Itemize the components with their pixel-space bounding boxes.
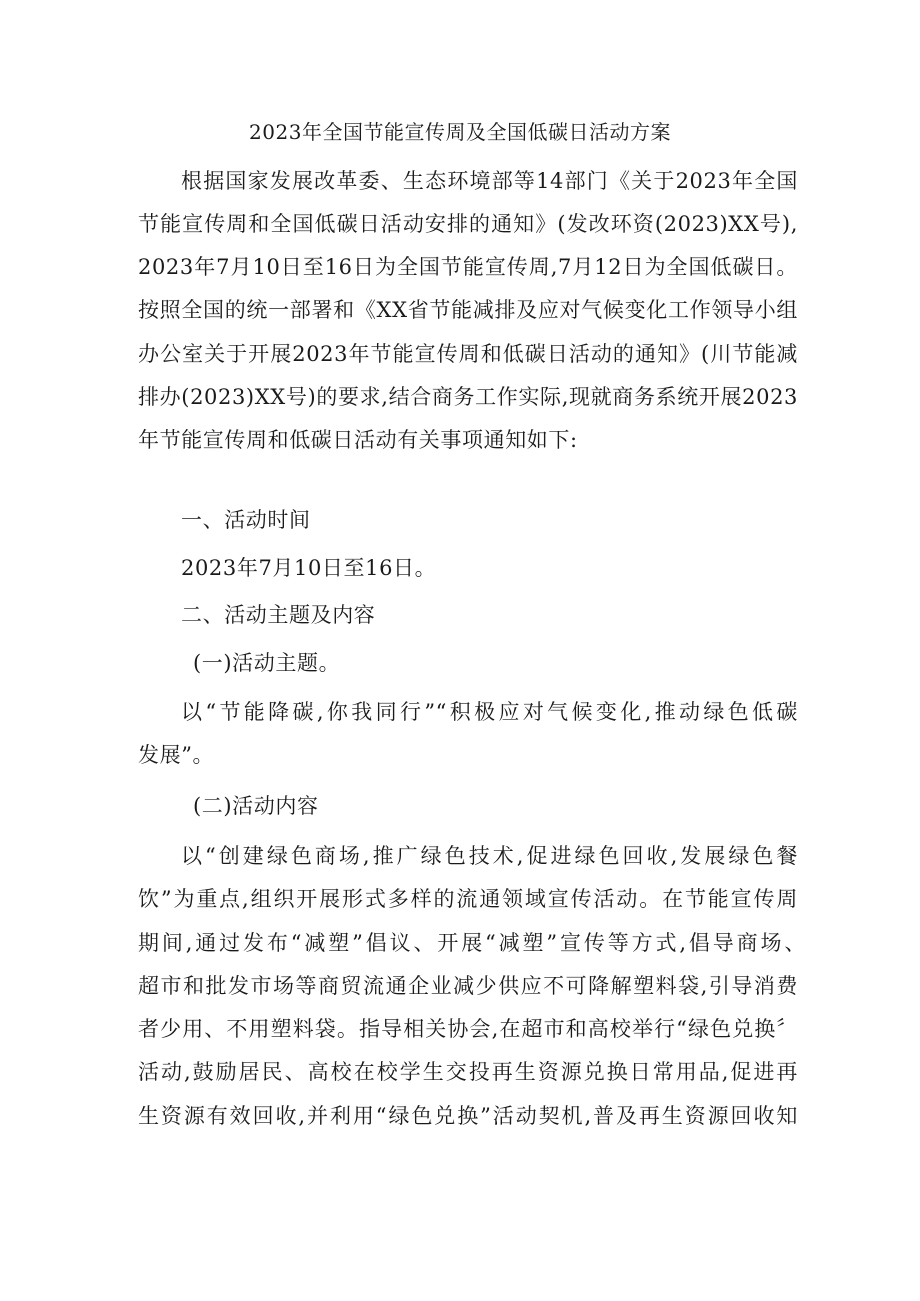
intro-line-6: 排办(2023)XX号)的要求,结合商务工作实际,现就商务系统开展2023 [138, 385, 798, 409]
intro-line-3: 2023年7月10日至16日为全国节能宣传周,7月12日为全国低碳日。 [138, 255, 798, 279]
subsection-2-line-4: 超市和批发市场等商贸流通企业减少供应不可降解塑料袋,引导消费 [138, 974, 798, 998]
subsection-2-heading: (二)活动内容 [193, 794, 319, 818]
subsection-1-line-2: 发展”。 [138, 743, 215, 767]
subsection-2-line-5: 者少用、不用塑料袋。指导相关协会,在超市和高校举行“绿色兑换〞 [138, 1017, 798, 1041]
intro-line-7: 年节能宣传周和低碳日活动有关事项通知如下: [138, 428, 578, 452]
intro-line-1: 根据国家发展改革委、生态环境部等14部门《关于2023年全国 [181, 169, 798, 193]
subsection-2-line-6: 活动,鼓励居民、高校在校学生交投再生资源兑换日常用品,促进再 [138, 1060, 798, 1084]
section-1-heading: 一、活动时间 [181, 508, 311, 532]
subsection-2-line-7: 生资源有效回收,并利用“绿色兑换”活动契机,普及再生资源回收知 [138, 1104, 798, 1128]
subsection-1-heading: (一)活动主题。 [193, 651, 341, 675]
intro-line-4: 按照全国的统一部署和《XX省节能减排及应对气候变化工作领导小组 [138, 298, 798, 322]
intro-line-5: 办公室关于开展2023年节能宣传周和低碳日活动的通知》(川节能减 [138, 342, 798, 366]
subsection-1-line-1: 以“节能降碳,你我同行”“积极应对气候变化,推动绿色低碳 [181, 700, 798, 724]
subsection-2-line-1: 以“创建绿色商场,推广绿色技术,促进绿色回收,发展绿色餐 [181, 844, 798, 868]
subsection-2-line-2: 饮”为重点,组织开展形式多样的流通领域宣传活动。在节能宣传周 [138, 887, 798, 911]
section-1-text: 2023年7月10日至16日。 [181, 556, 437, 580]
intro-line-2: 节能宣传周和全国低碳日活动安排的通知》(发改环资(2023)XX号), [138, 212, 798, 236]
document-title: 2023年全国节能宣传周及全国低碳日活动方案 [249, 120, 671, 144]
section-2-heading: 二、活动主题及内容 [181, 603, 376, 627]
subsection-2-line-3: 期间,通过发布“减塑”倡议、开展“减塑”宣传等方式,倡导商场、 [138, 931, 806, 955]
